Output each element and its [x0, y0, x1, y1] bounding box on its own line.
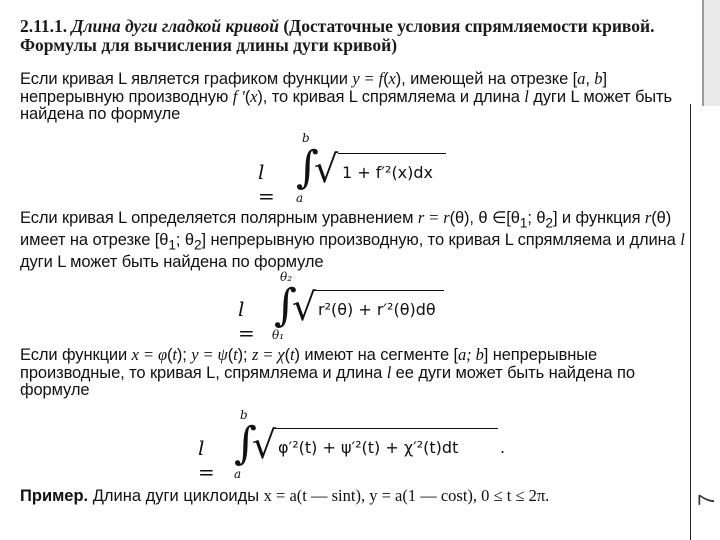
example-text: Длина дуги циклоиды	[88, 487, 264, 505]
p1-text: ] непрерывную производную	[20, 70, 607, 106]
p2-math: r	[644, 208, 652, 227]
p3-text: (	[166, 346, 173, 364]
p1-text: ,	[585, 70, 595, 88]
p1-math: y = f	[352, 69, 384, 88]
p3-text: ее дуги может быть найдена по формуле	[20, 364, 635, 399]
p1-text: (	[244, 88, 251, 106]
p2-sub: 1	[168, 237, 176, 253]
p2-text: дуги L может быть найдена по формуле	[20, 252, 324, 271]
paragraph-1	[20, 70, 685, 123]
lower-limit: a	[296, 191, 304, 205]
example-label: Пример.	[20, 487, 89, 505]
radical-sign: √	[314, 147, 339, 191]
radicand: r²(θ) + r′²(θ)dθ	[318, 300, 436, 319]
radical-sign: √	[252, 423, 277, 467]
p2-text: (θ), θ ∈[θ	[449, 209, 520, 227]
accent-bar	[702, 0, 720, 106]
p2-text: Если кривая L определяется полярным уравнением	[20, 209, 418, 227]
p3-math: t	[233, 345, 238, 364]
p2-text: ] и функция	[552, 209, 645, 227]
p1-text: ), то кривая L спрямляема и длина	[257, 88, 525, 106]
p1-math: a	[577, 69, 586, 88]
paragraph-2	[20, 209, 685, 271]
p1-text: (	[383, 70, 389, 88]
integral-sign: ∫	[274, 280, 297, 331]
example-formula: x = a(t — sint), y = a(1 — cost), 0 ≤ t ≤ 2π.	[263, 486, 550, 505]
radical-sign: √	[292, 285, 317, 329]
p2-text: ; θ	[527, 209, 546, 227]
formula-lhs: l =	[198, 436, 215, 484]
p3-text: Если функции	[20, 346, 132, 364]
radicand: φ′²(t) + ψ′²(t) + χ′²(t)dt	[278, 438, 459, 457]
heading-subtitle: (Достаточные условия спрямляемости кривой. Формулы для вычисления длины дуги кривой)	[20, 16, 655, 55]
p2-math: l	[680, 230, 685, 250]
p3-text: (	[227, 346, 234, 364]
p3-text: ) имеют на сегменте [	[294, 346, 458, 364]
p3-text: (	[284, 346, 290, 364]
section-heading	[20, 17, 692, 55]
p2-sub: 2	[545, 215, 553, 231]
p2-text: ] непрерывную производную, то кривая L спрямляема и длина	[201, 231, 681, 250]
formula-lhs: l =	[258, 160, 275, 208]
p1-math: f ′	[232, 87, 245, 106]
upper-limit: b	[240, 408, 248, 422]
p2-sub: 1	[519, 215, 528, 231]
p2-sub: 2	[193, 237, 202, 253]
example-line	[20, 486, 685, 506]
p3-math: z = χ	[251, 345, 285, 364]
paragraph-3	[20, 346, 685, 399]
p1-text: дуги L может быть найдена по формуле	[20, 88, 673, 123]
radicand: 1 + f′²(x)dx	[342, 163, 434, 182]
p1-text: Если кривая L является графиком функции	[20, 70, 353, 88]
page-number: 7	[694, 493, 719, 506]
p2-math: r = r	[417, 208, 450, 227]
p1-math: x	[250, 87, 258, 106]
heading-number: 2.11.1.	[20, 16, 68, 36]
upper-limit: b	[302, 131, 310, 145]
p2-text: ; θ	[175, 231, 194, 250]
divider-line	[690, 104, 691, 540]
lower-limit: θ₁	[272, 328, 285, 342]
formula-tail: .	[500, 438, 506, 457]
p3-text: );	[237, 346, 252, 364]
lower-limit: a	[234, 467, 242, 481]
p3-math: x = φ	[131, 345, 167, 364]
p3-math: t	[289, 345, 295, 364]
p1-math: l	[524, 87, 529, 106]
p1-text: ), имеющей на отрезке [	[395, 70, 578, 88]
integral-sign: ∫	[234, 418, 257, 469]
p3-math: a; b	[458, 345, 484, 364]
p3-text: );	[176, 346, 192, 364]
p1-math: b	[594, 69, 603, 88]
p3-math: l	[386, 363, 392, 382]
heading-title: Длина дуги гладкой кривой	[71, 16, 279, 36]
p3-math: y = ψ	[191, 345, 228, 364]
formula-lhs: l =	[238, 297, 255, 345]
p1-math: x	[388, 69, 396, 88]
integral-sign: ∫	[296, 142, 319, 193]
p3-math: t	[172, 345, 177, 364]
upper-limit: θ₂	[280, 270, 293, 284]
p2-text: (θ) имеет на отрезке [θ	[20, 209, 672, 250]
p3-text: ] непрерывные производные, то кривая L, спрямляема и длина	[20, 346, 598, 382]
